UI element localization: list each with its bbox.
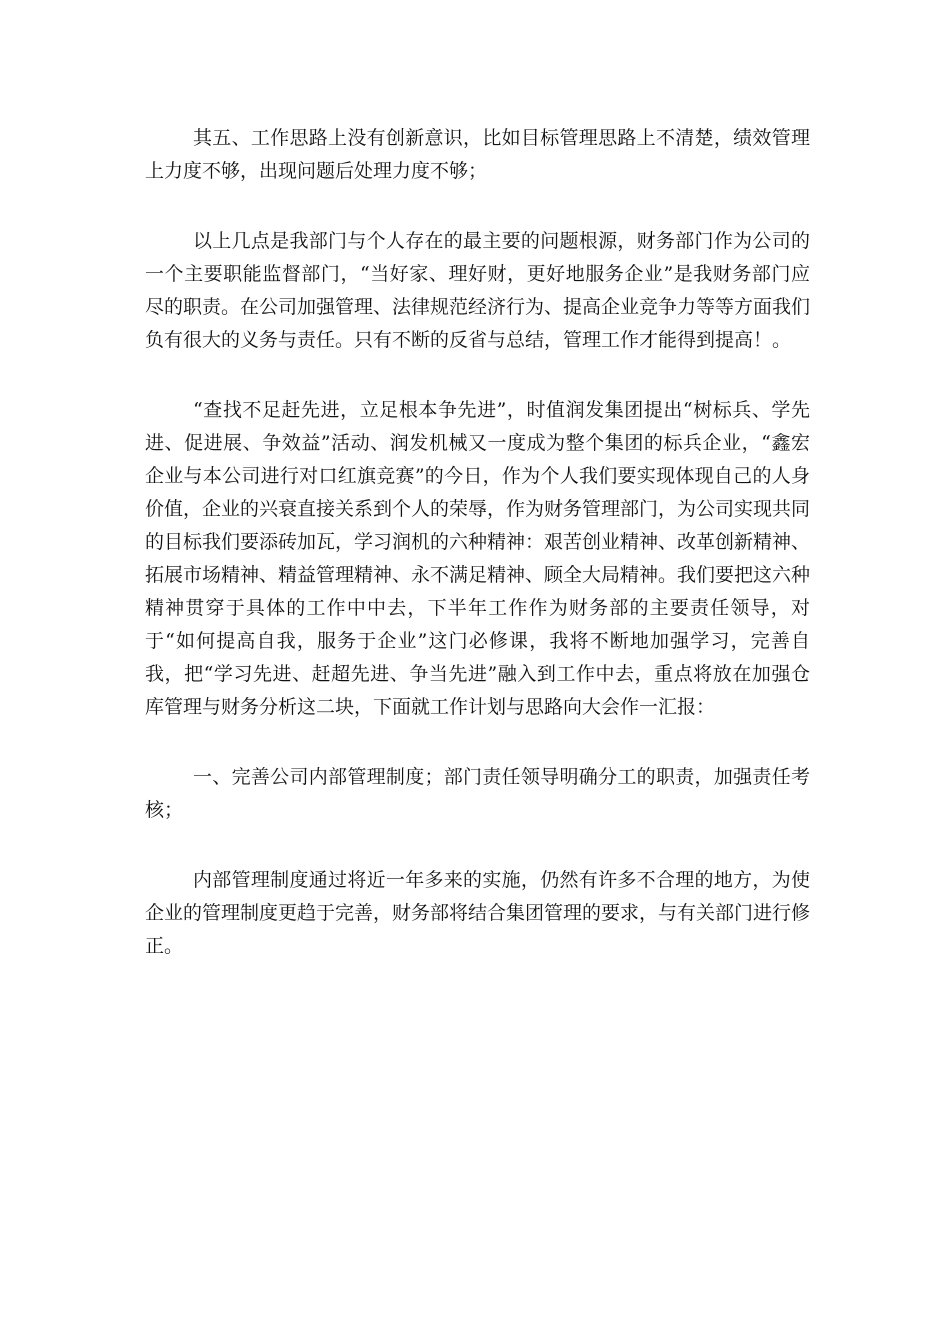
- paragraph-2: 以上几点是我部门与个人存在的最主要的问题根源，财务部门作为公司的一个主要职能监督部门，“当好家、理好财，更好地服务企业”是我财务部门应尽的职责。在公司加强管理、法律规范经济行为、提高企业竞争力等等方面我们负有很大的义务与责任。只有不断的反省与总结，管理工作才能得到提高！。: [145, 230, 811, 351]
- paragraph-1: 其五、工作思路上没有创新意识，比如目标管理思路上不清楚，绩效管理上力度不够，出现问题后处理力度不够；: [145, 127, 810, 182]
- paragraph-4: 一、完善公司内部管理制度；部门责任领导明确分工的职责，加强责任考核；: [145, 766, 810, 821]
- document-body: [145, 122, 810, 1000]
- paragraph-3: “查找不足赶先进，立足根本争先进”，时值润发集团提出“树标兵、学先进、促进展、争效益”活动、润发机械又一度成为整个集团的标兵企业，“鑫宏企业与本公司进行对口红旗竞赛”的今日，作为个人我们要实现体现自己的人身价值，企业的兴衰直接关系到个人的荣辱，作为财务管理部门，为公司实现共同的目标我们要添砖加瓦，学习润机的六种精神：艰苦创业精神、改革创新精神、拓展市场精神、精益管理精神、永不满足精神、顾全大局精神。我们要把这六种精神贯穿于具体的工作中中去，下半年工作作为财务部的主要责任领导，对于“如何提高自我，服务于企业”这门必修课，我将不断地加强学习，完善自我，把“学习先进、赶超先进、争当先进”融入到工作中去，重点将放在加强仓库管理与财务分析这二块，下面就工作计划与思路向大会作一汇报：: [145, 399, 811, 718]
- paragraph-5: 内部管理制度通过将近一年多来的实施，仍然有许多不合理的地方，为使企业的管理制度更趋于完善，财务部将结合集团管理的要求，与有关部门进行修正。: [145, 869, 811, 957]
